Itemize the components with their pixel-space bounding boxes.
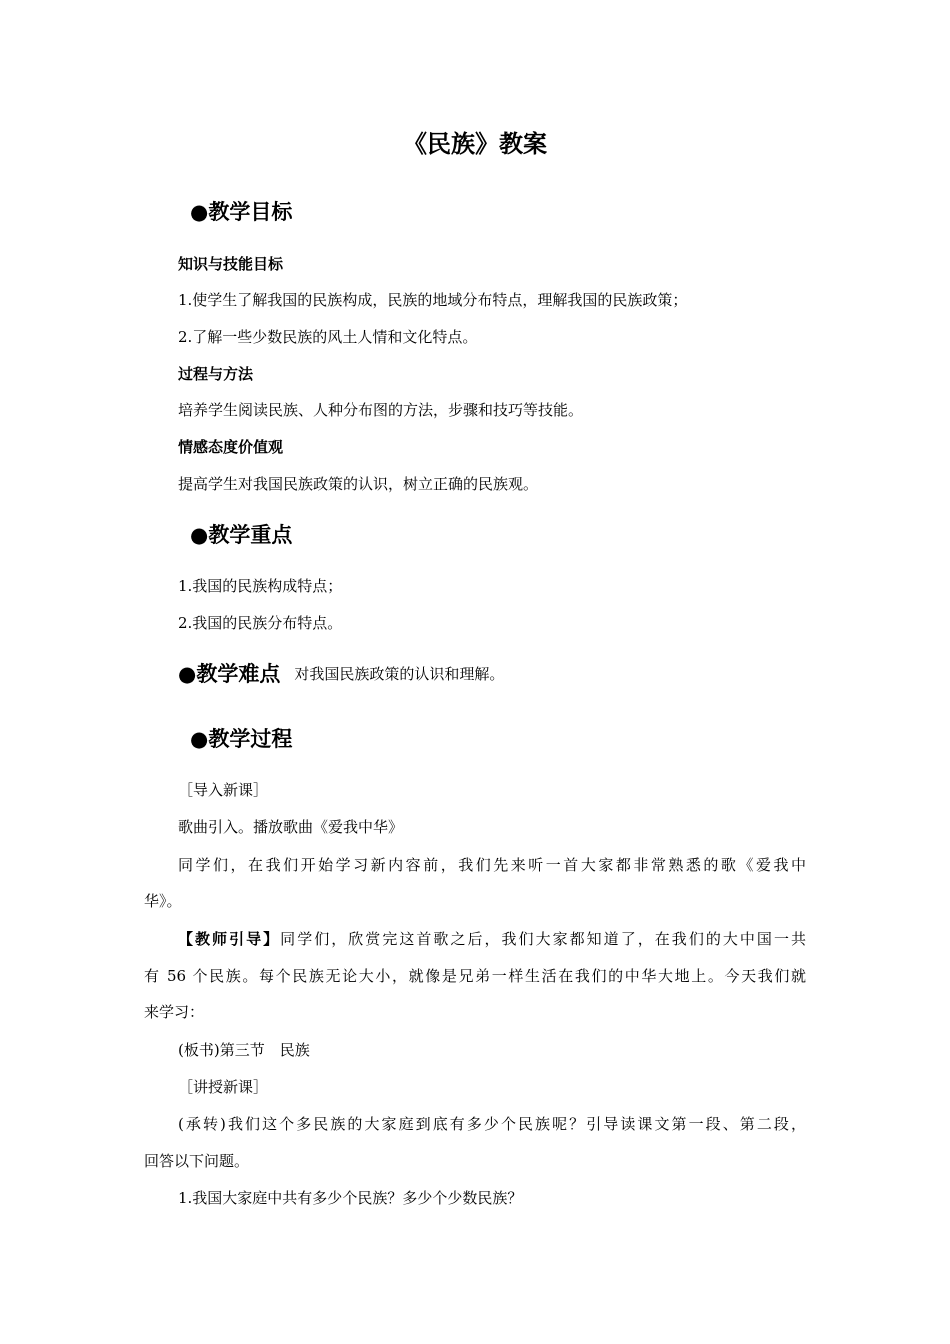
process-subheading: ［导入新课］ <box>178 781 269 799</box>
key-point-line: 2.我国的民族分布特点。 <box>178 614 343 632</box>
paragraph-line: 来学习： <box>144 1003 205 1021</box>
paragraph-line: 回答以下问题。 <box>144 1152 250 1170</box>
paragraph-line: 有 56 个民族。每个民族无论大小，就像是兄弟一样生活在我们的中华大地上。今天我们就 <box>144 967 806 985</box>
goal-line: 提高学生对我国民族政策的认识，树立正确的民族观。 <box>178 475 539 493</box>
goal-line: 2.了解一些少数民族的风土人情和文化特点。 <box>178 328 478 346</box>
document-title: 《民族》教案 <box>403 130 547 158</box>
teacher-guide-tag: 【教师引导】 <box>178 930 281 948</box>
key-point-line: 1.我国的民族构成特点； <box>178 577 343 595</box>
paragraph-line: 同学们，在我们开始学习新内容前，我们先来听一首大家都非常熟悉的歌《爱我中 <box>178 856 806 874</box>
paragraph-line: 华》。 <box>144 892 182 910</box>
section-heading-key: ●教学重点 <box>190 523 293 547</box>
subheading-emotion: 情感态度价值观 <box>178 438 284 456</box>
paragraph-line: (承转)我们这个多民族的大家庭到底有多少个民族呢？引导读课文第一段、第二段， <box>178 1115 806 1133</box>
section-heading-goals: ●教学目标 <box>190 200 293 224</box>
process-subheading: ［讲授新课］ <box>178 1078 269 1096</box>
process-line: 歌曲引入。播放歌曲《爱我中华》 <box>178 818 404 836</box>
paragraph-line <box>178 929 806 949</box>
goal-line: 1.使学生了解我国的民族构成，民族的地域分布特点，理解我国的民族政策； <box>178 291 688 309</box>
subheading-method: 过程与方法 <box>178 365 254 383</box>
section-heading-difficulty <box>178 660 504 688</box>
goal-line: 培养学生阅读民族、人种分布图的方法，步骤和技巧等技能。 <box>178 401 584 419</box>
difficulty-note: 对我国民族政策的认识和理解。 <box>294 665 505 683</box>
section-heading-process: ●教学过程 <box>190 727 293 751</box>
subheading-knowledge: 知识与技能目标 <box>178 255 284 273</box>
board-line: (板书)第三节 民族 <box>178 1041 310 1059</box>
paragraph-text: 同学们，欣赏完这首歌之后，我们大家都知道了，在我们的大中国一共 <box>280 930 806 948</box>
question-line: 1.我国大家庭中共有多少个民族？多少个少数民族？ <box>178 1189 523 1207</box>
difficulty-heading-text: ●教学难点 <box>178 662 281 686</box>
